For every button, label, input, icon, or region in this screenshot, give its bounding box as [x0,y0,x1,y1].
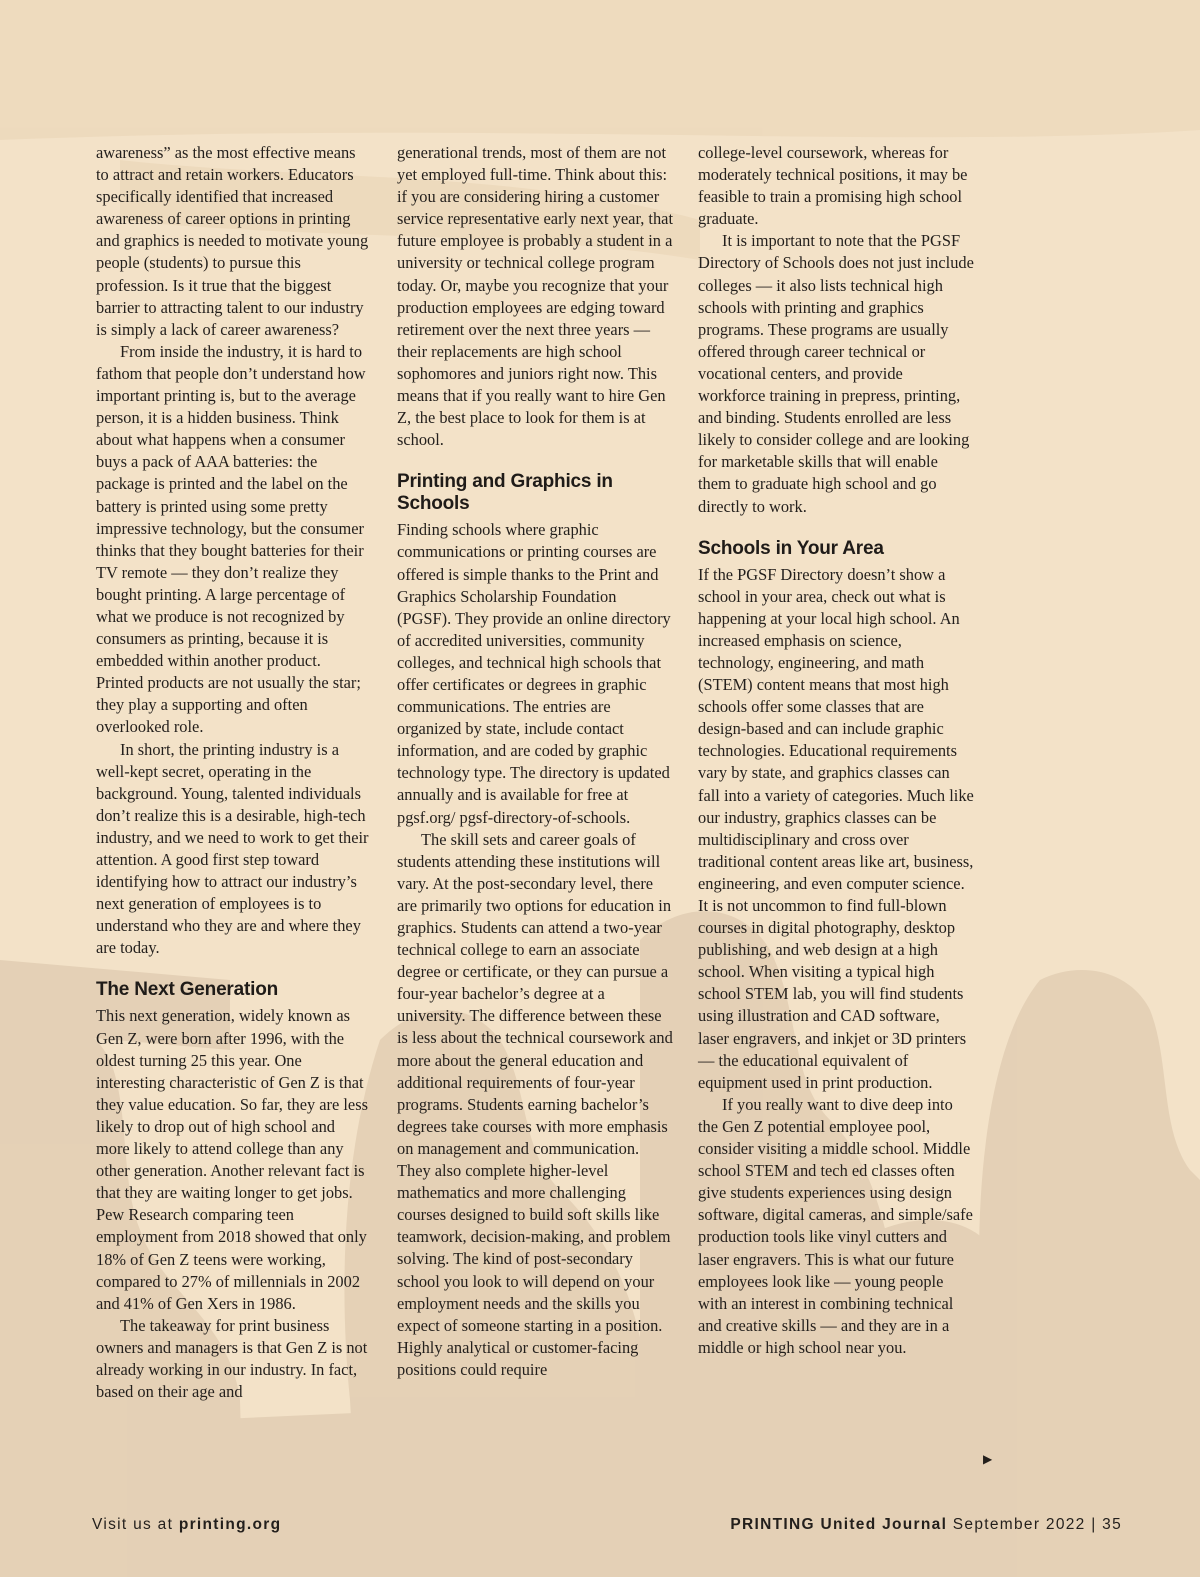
paragraph: The takeaway for print business owners and managers is that Gen Z is not already working in our industry. In fact, based on their age and [96,1315,368,1402]
column-1 [96,142,372,1403]
issue-date: September 2022 [952,1516,1086,1533]
paragraph: This next generation, widely known as Gen Z, were born after 1996, with the oldest turning 25 this year. One interesting characteristic of Gen Z is that they value education. So far, they are less likely to drop out of high school and more likely to attend college than any other generation. Another relevant fact is that they are waiting longer to get jobs. Pew Research comparing teen employment from 2018 showed that only 18% of Gen Z teens were working, compared to 27% of millennials in 2002 and 41% of Gen Xers in 1986. [96,1006,368,1313]
section-heading: Printing and Graphics in Schools [397,471,613,515]
continue-arrow-icon: ▶ [983,1452,993,1466]
footer-visit-text: Visit us at [92,1516,174,1533]
footer-publication [730,1516,1122,1534]
paragraph: It is important to note that the PGSF Directory of Schools does not just include colleges — it also lists technical high schools with printing and graphics programs. These programs are usually offered through career technical or vocational centers, and provide workforce training in prepress, printing, and binding. Students enrolled are less likely to consider college and are looking for marketable skills that will enable them to graduate high school and go directly to work. [698,231,974,516]
column-2 [397,142,673,1381]
footer-site-link[interactable]: printing.org [178,1516,282,1533]
paragraph: generational trends, most of them are not yet employed full-time. Think about this: if you are considering hiring a customer service representative early next year, that future employee is probably a student in a university or technical college program today. Or, maybe you recognize that your production employees are edging toward retirement over the next three years — their replacements are high school sophomores and juniors right now. This means that if you really want to hire Gen Z, the best place to look for them is at school. [397,143,674,450]
section-heading: Schools in Your Area [698,537,884,559]
publication-title: PRINTING United Journal [730,1516,948,1533]
paragraph: If you really want to dive deep into the Gen Z potential employee pool, consider visiting a middle school. Middle school STEM and tech ed classes often give students experiences using design software, digital cameras, and simple/safe production tools like vinyl cutters and laser engravers. This is what our future employees look like — young people with an interest in combining technical and creative skills — and they are in a middle or high school near you. [698,1094,973,1357]
column-3 [698,142,974,1359]
paragraph: awareness” as the most effective means to attract and retain workers. Educators specifically identified that increased awareness of career options in printing and graphics is needed to motivate young people (students) to pursue this profession. Is it true that the biggest barrier to attracting talent to our industry is simply a lack of career awareness? [96,143,369,339]
section-heading: The Next Generation [96,979,279,1001]
paragraph: The skill sets and career goals of students attending these institutions will vary. At the post-secondary level, there are primarily two options for education in graphics. Students can attend a two-year technical college to earn an associate degree or certificate, or they can pursue a four-year bachelor’s degree at a university. The difference between these is less about the technical coursework and more about the general education and additional requirements of four-year programs. Students earning bachelor’s degrees take courses with more emphasis on management and communication. They also complete higher-level mathematics and more challenging courses designed to build soft skills like teamwork, decision-making, and problem solving. The kind of post-secondary school you look to will depend on your employment needs and the skills you expect of someone starting in a position. Highly analytical or customer-facing positions could require [397,829,673,1379]
footer-website [92,1516,281,1534]
paragraph: From inside the industry, it is hard to fathom that people don’t understand how important printing is, but to the average person, it is a hidden business. Think about what happens when a consumer buys a pack of AAA batteries: the package is printed and the label on the battery is printed using some pretty impressive technology, but the consumer thinks that they bought batteries for their TV remote — they don’t realize they bought printing. A large percentage of what we produce is not recognized by consumers as printing, because it is embedded within another product. Printed products are not usually the star; they play a supporting and often overlooked role. [96,341,366,737]
footer-separator: | [1091,1516,1097,1533]
paragraph: If the PGSF Directory doesn’t show a school in your area, check out what is happening at your local high school. An increased emphasis on science, technology, engineering, and math (STEM) content means that most high schools offer some classes that are design-based and can include graphic technologies. Educational requirements vary by state, and graphics classes can fall into a variety of categories. Much like our industry, graphics classes can be multidisciplinary and cross over traditional content areas like art, business, engineering, and even computer science. It is not uncommon to find full-blown courses in digital photography, desktop publishing, and web design at a high school. When visiting a typical high school STEM lab, you will find students using illustration and CAD software, laser engravers, and inkjet or 3D printers — the educational equivalent of equipment used in print production. [698,564,974,1092]
paragraph: In short, the printing industry is a well-kept secret, operating in the background. Young, talented individuals don’t realize this is a desirable, high-tech industry, and we need to work to get their attention. A good first step toward identifying how to attract our industry’s next generation of employees is to understand who they are and where they are today. [96,739,369,958]
page-number: 35 [1102,1516,1122,1533]
paragraph: college-level coursework, whereas for moderately technical positions, it may be feasible to train a promising high school graduate. [698,143,968,229]
paragraph: Finding schools where graphic communications or printing courses are offered is simple thanks to the Print and Graphics Scholarship Foundation (PGSF). They provide an online directory of accredited universities, community colleges, and technical high schools that offer certificates or degrees in graphic communications. The entries are organized by state, include contact information, and are coded by graphic technology type. The directory is updated annually and is available for free at pgsf.org/ pgsf-directory-of-schools. [397,520,671,827]
